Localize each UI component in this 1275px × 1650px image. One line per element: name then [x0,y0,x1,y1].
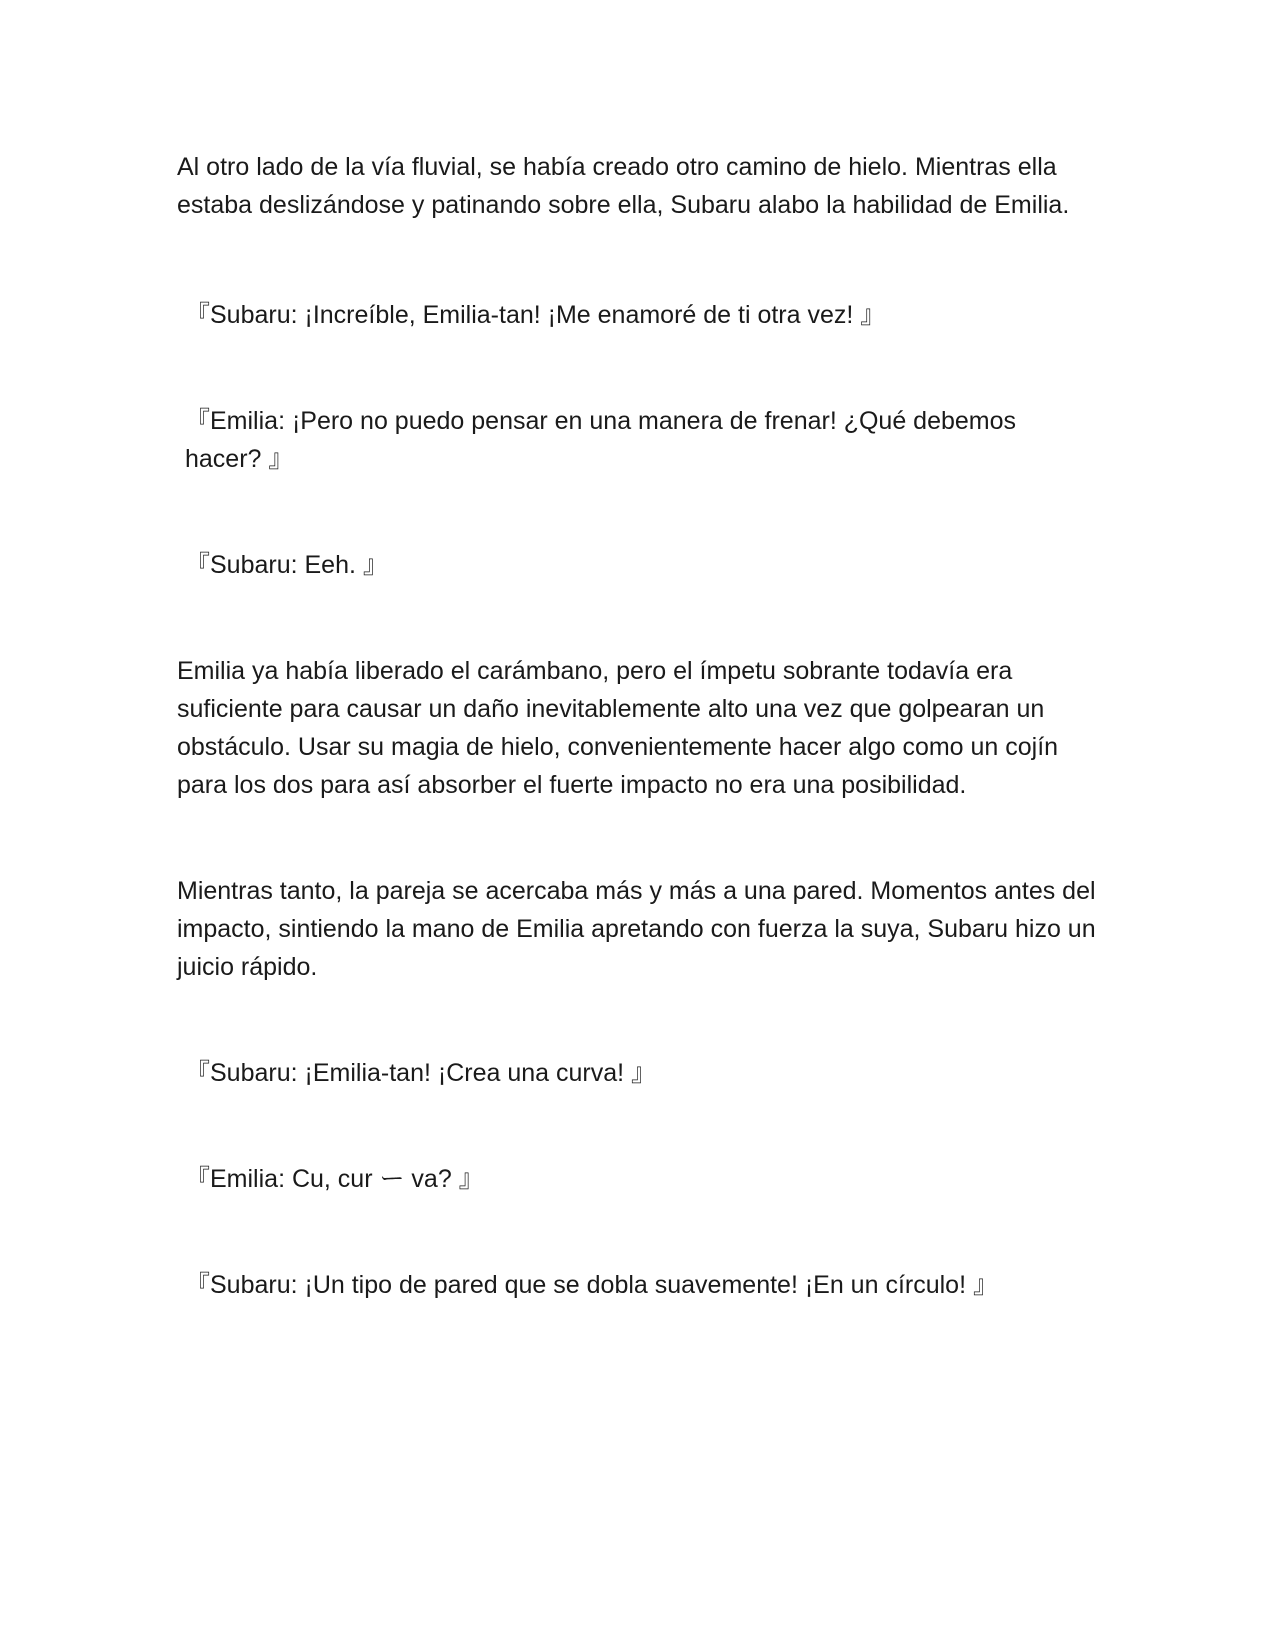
narration-paragraph-3: Mientras tanto, la pareja se acercaba más y más a una pared. Momentos antes del impacto, sintiendo la mano de Emilia apretando con fuerza la suya, Subaru hizo un juicio rápido. [177,877,1096,981]
dialogue-line-subaru-3: 『Subaru: ¡Emilia-tan! ¡Crea una curva! 』 [185,1059,657,1087]
document-body [177,148,1097,1304]
dialogue-line-emilia-2: 『Emilia: Cu, cur ー va? 』 [185,1165,484,1193]
dialogue-line-subaru-2: 『Subaru: Eeh. 』 [185,551,388,579]
dialogue-line-subaru-4: 『Subaru: ¡Un tipo de pared que se dobla suavemente! ¡En un círculo! 』 [185,1271,998,1299]
narration-paragraph-1: Al otro lado de la vía fluvial, se había creado otro camino de hielo. Mientras ella estaba deslizándose y patinando sobre ella, Subaru alabo la habilidad de Emilia. [177,153,1070,219]
dialogue-line-emilia-1: 『Emilia: ¡Pero no puedo pensar en una manera de frenar! ¿Qué debemos hacer? 』 [185,407,1023,473]
dialogue-line-subaru-1: 『Subaru: ¡Increíble, Emilia-tan! ¡Me enamoré de ti otra vez! 』 [185,301,886,329]
narration-paragraph-2: Emilia ya había liberado el carámbano, pero el ímpetu sobrante todavía era suficiente para causar un daño inevitablemente alto una vez que golpearan un obstáculo. Usar su magia de hielo, convenientemente hacer algo como un cojín para los dos para así absorber el fuerte impacto no era una posibilidad. [177,657,1059,799]
